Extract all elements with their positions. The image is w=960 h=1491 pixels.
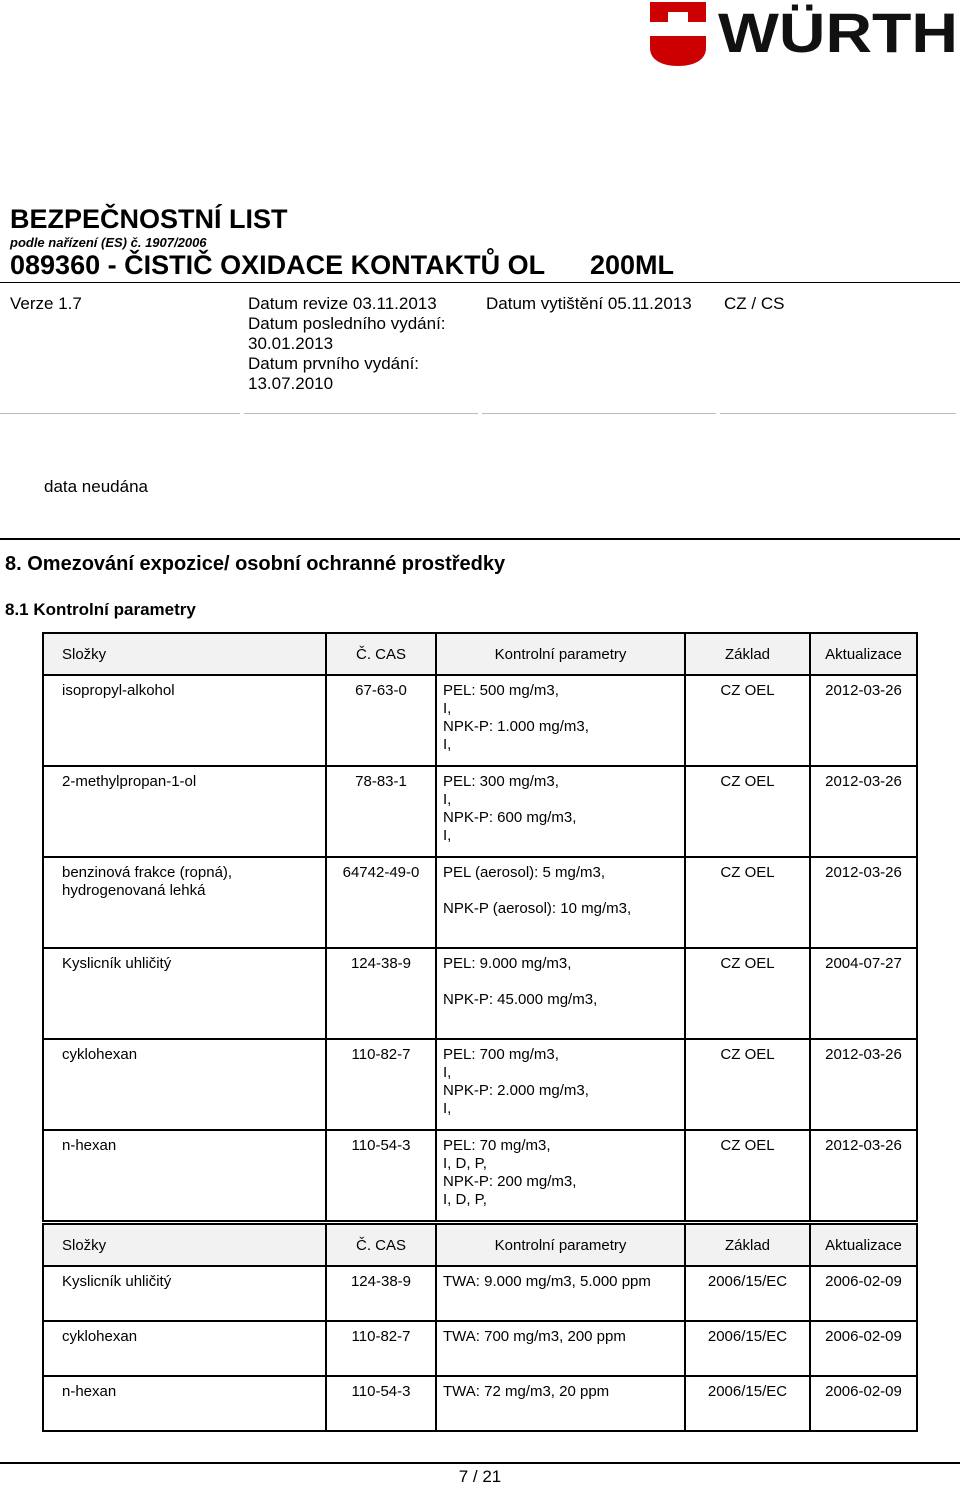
cas-number: 124-38-9 xyxy=(326,948,436,1039)
component-name-line: n-hexan xyxy=(62,1137,117,1154)
control-parameters-table-eu xyxy=(42,1223,918,1432)
control-parameters-line: I, D, P, xyxy=(443,1191,487,1208)
basis: 2006/15/EC xyxy=(685,1376,810,1431)
section-8-title: 8. Omezování expozice/ osobní ochranné prostředky xyxy=(5,553,506,575)
control-parameters-line xyxy=(443,973,684,991)
update-date: 2006-02-09 xyxy=(810,1376,917,1431)
component-name-line: benzinová frakce (ropná), xyxy=(62,864,233,881)
control-parameters-line: I, xyxy=(443,827,452,844)
table-row xyxy=(43,1130,917,1221)
wurth-logo xyxy=(648,0,960,70)
update-date: 2012-03-26 xyxy=(810,857,917,948)
control-parameters-line xyxy=(443,882,684,900)
control-parameters xyxy=(436,948,685,1039)
component-name xyxy=(43,1039,326,1130)
col-header-components: Složky xyxy=(43,1224,326,1266)
component-name-line: n-hexan xyxy=(62,1383,117,1400)
control-parameters-line: PEL (aerosol): 5 mg/m3, xyxy=(443,864,606,881)
meta-divider xyxy=(244,413,478,414)
cas-number: 78-83-1 xyxy=(326,766,436,857)
basis: CZ OEL xyxy=(685,1039,810,1130)
control-parameters-line: TWA: 700 mg/m3, 200 ppm xyxy=(443,1328,626,1345)
update-date: 2006-02-09 xyxy=(810,1321,917,1376)
component-name xyxy=(43,1266,326,1321)
section-8-1-title: 8.1 Kontrolní parametry xyxy=(5,600,196,619)
component-name xyxy=(43,948,326,1039)
header-divider xyxy=(0,282,960,283)
table-row xyxy=(43,1321,917,1376)
control-parameters-table-cz xyxy=(42,632,918,1222)
basis: CZ OEL xyxy=(685,1130,810,1221)
update-date: 2004-07-27 xyxy=(810,948,917,1039)
col-header-components: Složky xyxy=(43,633,326,675)
table-row xyxy=(43,1039,917,1130)
control-parameters xyxy=(436,1376,685,1431)
table-header-row xyxy=(43,1224,917,1266)
control-parameters-line: NPK-P (aerosol): 10 mg/m3, xyxy=(443,900,632,917)
cas-number: 110-54-3 xyxy=(326,1130,436,1221)
table-row xyxy=(43,948,917,1039)
table-header-row xyxy=(43,633,917,675)
component-name xyxy=(43,675,326,766)
basis: CZ OEL xyxy=(685,857,810,948)
table-row xyxy=(43,675,917,766)
last-issue-date: 30.01.2013 xyxy=(248,334,334,353)
product-size: 200ML xyxy=(590,250,675,280)
control-parameters-line: TWA: 9.000 mg/m3, 5.000 ppm xyxy=(443,1273,651,1290)
component-name-line: hydrogenovaná lehká xyxy=(62,882,206,899)
cas-number: 64742-49-0 xyxy=(326,857,436,948)
table-row xyxy=(43,1266,917,1321)
print-date: Datum vytištění 05.11.2013 xyxy=(486,294,692,313)
table-row xyxy=(43,766,917,857)
control-parameters-line: PEL: 300 mg/m3, xyxy=(443,773,559,790)
cas-number: 110-54-3 xyxy=(326,1376,436,1431)
col-header-basis: Základ xyxy=(685,633,810,675)
control-parameters-line: NPK-P: 600 mg/m3, xyxy=(443,809,577,826)
control-parameters xyxy=(436,675,685,766)
document-title: BEZPEČNOSTNÍ LIST xyxy=(10,204,288,234)
component-name-line: cyklohexan xyxy=(62,1328,138,1345)
version: Verze 1.7 xyxy=(10,294,82,313)
col-header-parameters: Kontrolní parametry xyxy=(436,633,685,675)
component-name-line: Kyslicník uhličitý xyxy=(62,1273,172,1290)
control-parameters xyxy=(436,1266,685,1321)
meta-divider xyxy=(482,413,716,414)
control-parameters xyxy=(436,1321,685,1376)
control-parameters-line: NPK-P: 200 mg/m3, xyxy=(443,1173,577,1190)
cas-number: 110-82-7 xyxy=(326,1321,436,1376)
control-parameters-line: PEL: 500 mg/m3, xyxy=(443,682,559,699)
first-issue-label: Datum prvního vydání: xyxy=(248,354,420,373)
control-parameters-line: I, D, P, xyxy=(443,1155,487,1172)
component-name-line: cyklohexan xyxy=(62,1046,138,1063)
table-row xyxy=(43,1376,917,1431)
first-issue-date: 13.07.2010 xyxy=(248,374,334,393)
control-parameters-line: PEL: 70 mg/m3, xyxy=(443,1137,551,1154)
update-date: 2012-03-26 xyxy=(810,675,917,766)
cas-number: 110-82-7 xyxy=(326,1039,436,1130)
control-parameters-line: I, xyxy=(443,700,452,717)
cas-number: 124-38-9 xyxy=(326,1266,436,1321)
control-parameters xyxy=(436,766,685,857)
update-date: 2012-03-26 xyxy=(810,766,917,857)
control-parameters-line: I, xyxy=(443,1100,452,1117)
update-date: 2012-03-26 xyxy=(810,1039,917,1130)
control-parameters xyxy=(436,857,685,948)
control-parameters-line: NPK-P: 45.000 mg/m3, xyxy=(443,991,598,1008)
component-name xyxy=(43,1376,326,1431)
meta-divider xyxy=(720,413,956,414)
product-name: 089360 - ČISTIČ OXIDACE KONTAKTŮ OL xyxy=(10,250,546,280)
component-name xyxy=(43,857,326,948)
col-header-update: Aktualizace xyxy=(810,633,917,675)
update-date: 2006-02-09 xyxy=(810,1266,917,1321)
revision-info xyxy=(248,294,478,394)
cas-number: 67-63-0 xyxy=(326,675,436,766)
revision-date: Datum revize 03.11.2013 xyxy=(248,294,437,313)
page-number: 7 / 21 xyxy=(458,1467,502,1486)
control-parameters-line: PEL: 700 mg/m3, xyxy=(443,1046,559,1063)
basis: 2006/15/EC xyxy=(685,1266,810,1321)
basis: 2006/15/EC xyxy=(685,1321,810,1376)
regulation-subtitle: podle nařízení (ES) č. 1907/2006 xyxy=(10,235,207,250)
component-name xyxy=(43,1130,326,1221)
last-issue-label: Datum posledního vydání: xyxy=(248,314,446,333)
component-name-line: isopropyl-alkohol xyxy=(62,682,175,699)
col-header-basis: Základ xyxy=(685,1224,810,1266)
brand-name: WÜRTH xyxy=(718,1,958,64)
col-header-cas: Č. CAS xyxy=(326,1224,436,1266)
component-name xyxy=(43,766,326,857)
control-parameters xyxy=(436,1039,685,1130)
col-header-parameters: Kontrolní parametry xyxy=(436,1224,685,1266)
basis: CZ OEL xyxy=(685,766,810,857)
component-name-line: 2-methylpropan-1-ol xyxy=(62,773,197,790)
table-row xyxy=(43,857,917,948)
component-name xyxy=(43,1321,326,1376)
locale: CZ / CS xyxy=(724,294,785,313)
col-header-cas: Č. CAS xyxy=(326,633,436,675)
col-header-update: Aktualizace xyxy=(810,1224,917,1266)
component-name-line: Kyslicník uhličitý xyxy=(62,955,172,972)
section-divider xyxy=(0,538,960,540)
control-parameters-line: PEL: 9.000 mg/m3, xyxy=(443,955,572,972)
meta-divider xyxy=(0,413,240,414)
control-parameters-line: TWA: 72 mg/m3, 20 ppm xyxy=(443,1383,610,1400)
footer-divider xyxy=(0,1462,960,1464)
update-date: 2012-03-26 xyxy=(810,1130,917,1221)
basis: CZ OEL xyxy=(685,948,810,1039)
basis: CZ OEL xyxy=(685,675,810,766)
control-parameters-line: NPK-P: 2.000 mg/m3, xyxy=(443,1082,589,1099)
control-parameters xyxy=(436,1130,685,1221)
control-parameters-line: I, xyxy=(443,791,452,808)
control-parameters-line: I, xyxy=(443,736,452,753)
control-parameters-line: I, xyxy=(443,1064,452,1081)
no-data-text: data neudána xyxy=(44,477,148,496)
control-parameters-line: NPK-P: 1.000 mg/m3, xyxy=(443,718,589,735)
